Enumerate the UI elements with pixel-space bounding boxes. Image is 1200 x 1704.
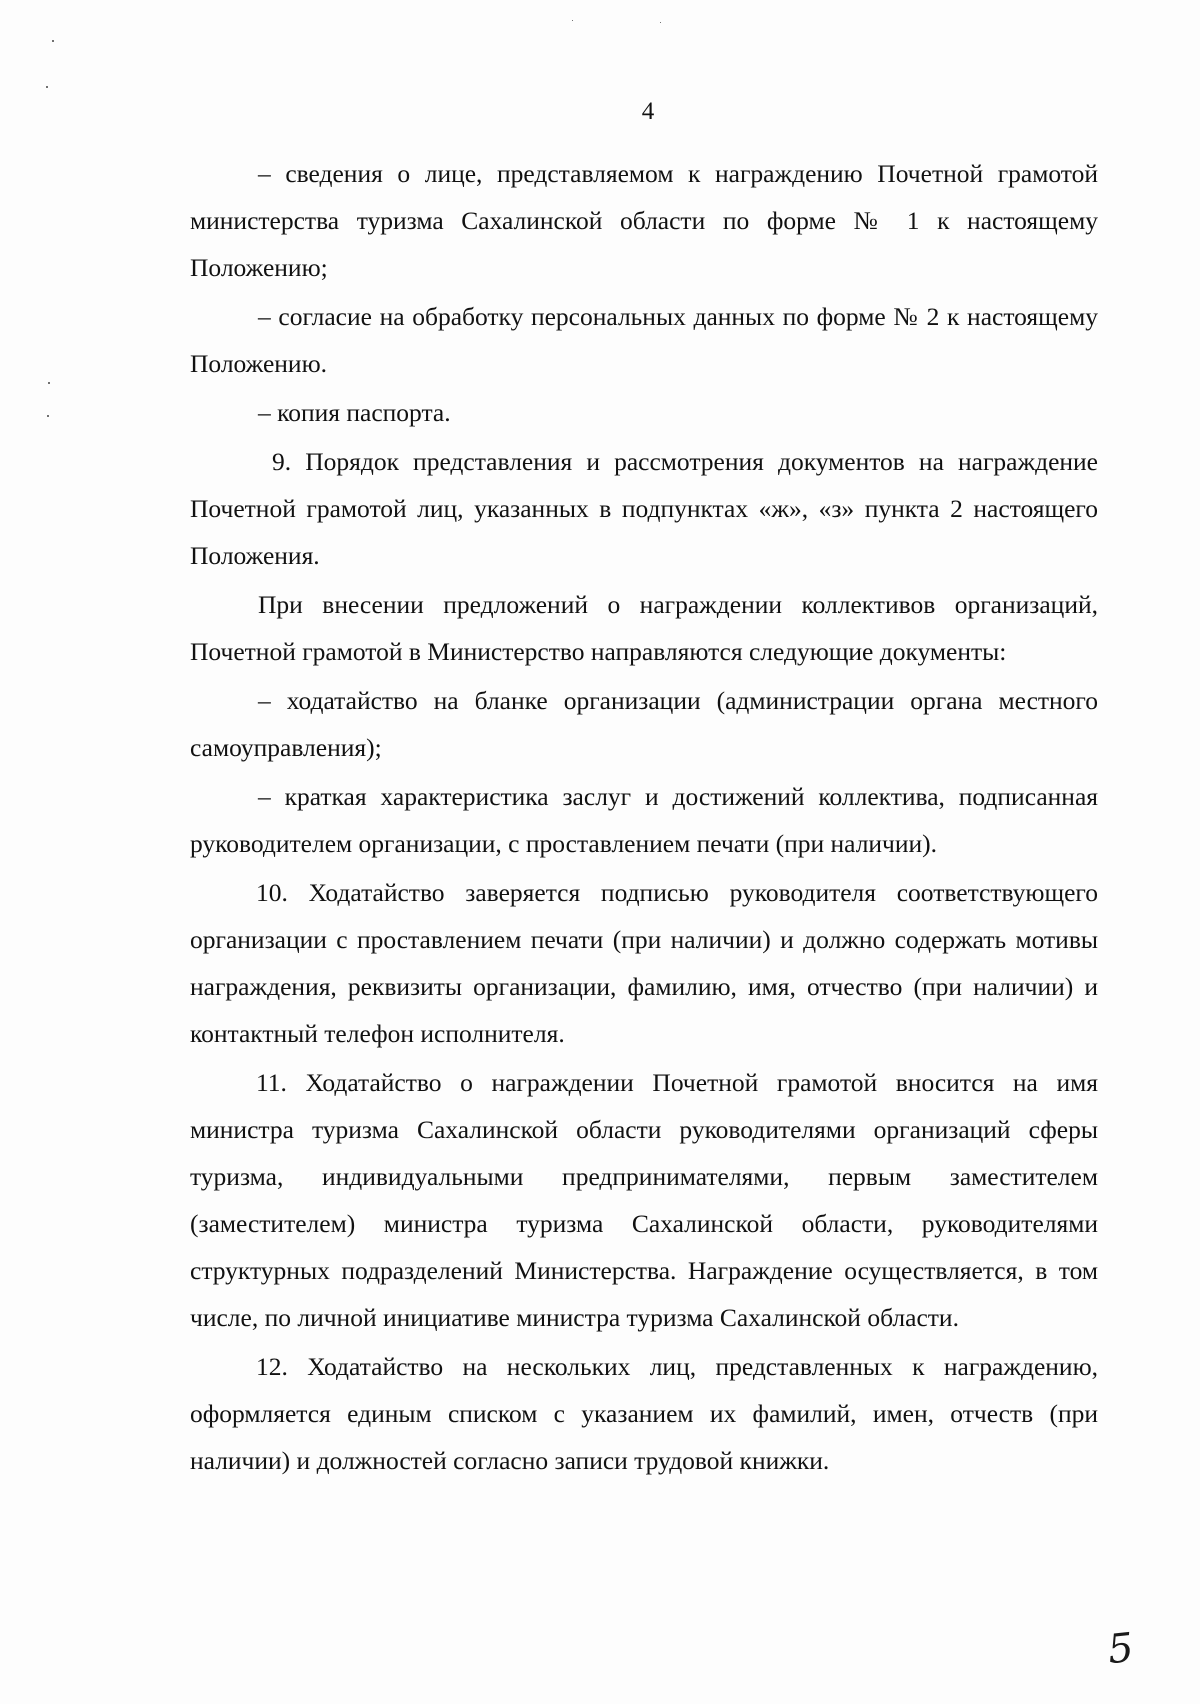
page-number: 4 — [641, 98, 655, 125]
paragraph: При внесении предложений о награждении коллективов организаций, Почетной грамотой в Министерство направляются следующие документы: — [190, 590, 1098, 666]
scan-speck — [48, 382, 50, 384]
paragraph-12: 12. Ходатайство на нескольких лиц, представленных к награждению, оформляется единым списком с указанием их фамилий, имен, отчеств (при наличии) и должностей согласно записи трудовой книжки. — [190, 1352, 1098, 1475]
paragraph-9: 9. Порядок представления и рассмотрения документов на награждение Почетной грамотой лиц, указанных в подпунктах «ж», «з» пункта 2 настоящего Положения. — [190, 447, 1098, 570]
scan-speck — [47, 415, 49, 417]
document-body — [190, 150, 1098, 1486]
list-item: – согласие на обработку персональных данных по форме № 2 к настоящему Положению. — [190, 302, 1098, 378]
handwritten-page-number: 5 — [1105, 1624, 1136, 1674]
paragraph-11: 11. Ходатайство о награждении Почетной грамотой вносится на имя министра туризма Сахалинской области руководителями организаций сферы туризма, индивидуальными предпринимателями, первым заместителем (заместителем) министра туризма Сахалинской области, руководителями структурных подразделений Министерства. Награждение осуществляется, в том числе, по личной инициативе министра туризма Сахалинской области. — [190, 1068, 1098, 1332]
list-item: – ходатайство на бланке организации (администрации органа местного самоуправления); — [190, 686, 1098, 762]
list-item: – краткая характеристика заслуг и достижений коллектива, подписанная руководителем организации, с проставлением печати (при наличии). — [190, 782, 1098, 858]
list-item: – копия паспорта. — [258, 398, 451, 427]
scan-speck — [46, 86, 48, 88]
paragraph-10: 10. Ходатайство заверяется подписью руководителя соответствующего организации с проставлением печати (при наличии) и должно содержать мотивы награждения, реквизиты организации, фамилию, имя, отчество (при наличии) и контактный телефон исполнителя. — [190, 878, 1098, 1048]
scan-speck — [52, 40, 54, 42]
scan-speck — [660, 22, 661, 23]
scan-speck — [572, 20, 573, 21]
list-item: – сведения о лице, представляемом к награждению Почетной грамотой министерства туризма Сахалинской области по форме № 1 к настоящему Положению; — [190, 159, 1098, 282]
